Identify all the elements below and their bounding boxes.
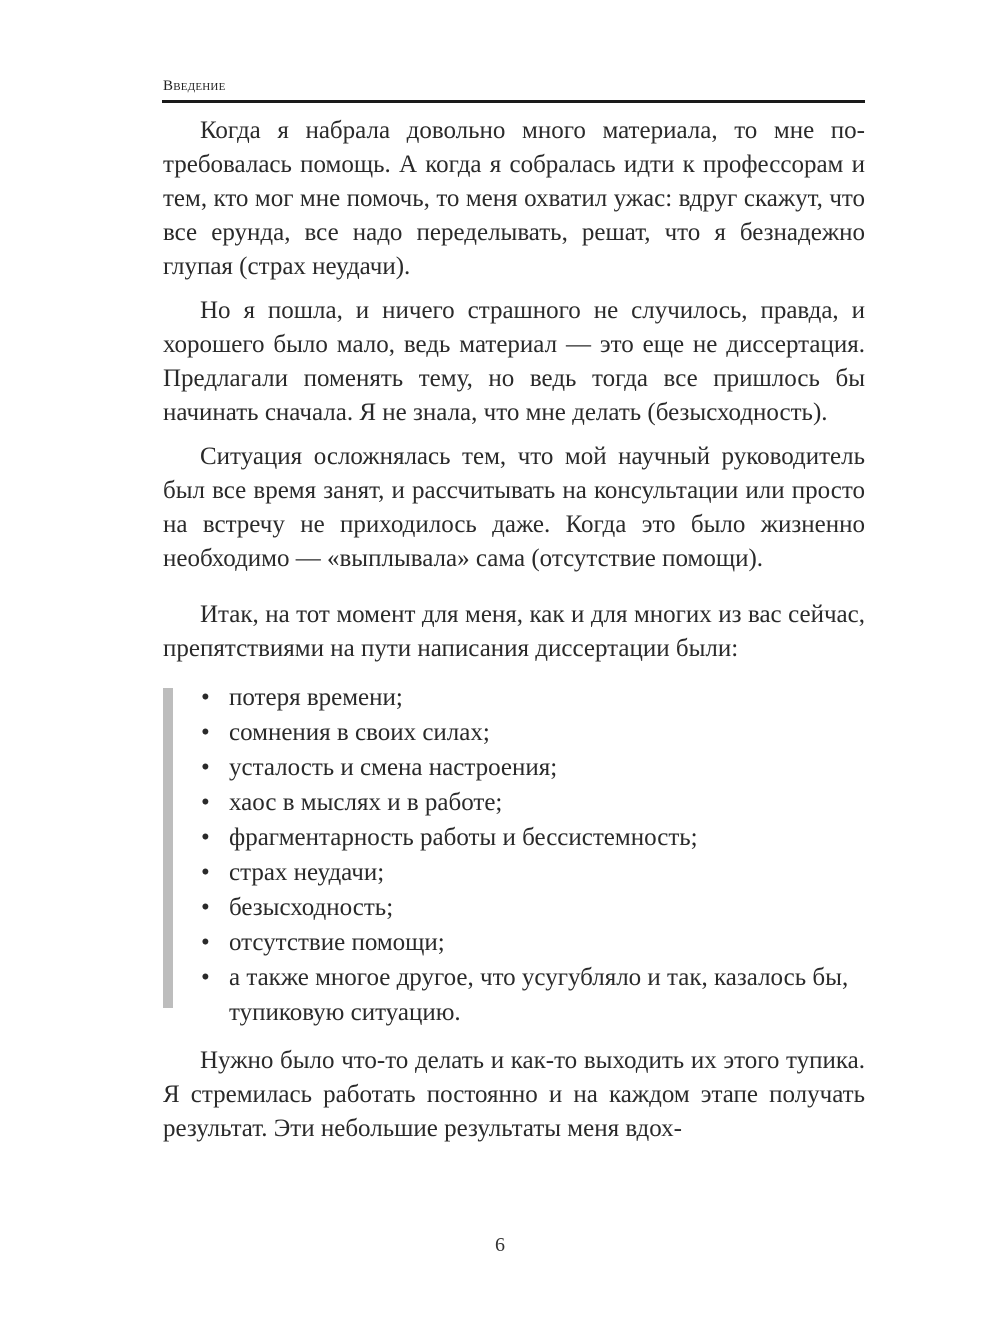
bullet-icon: • <box>201 684 210 711</box>
paragraph: Ситуация осложнялась тем, что мой научный руководитель был все время занят, и рассчитывать на консультации или просто на встречу не приходилось даже. Когда это было жизненно необходимо — «выплывала» сама (отсутствие помощи). <box>163 443 865 572</box>
list-item <box>201 785 865 820</box>
list-item-text: фрагментарность работы и бессистемность; <box>229 824 698 851</box>
bullet-icon: • <box>201 894 210 921</box>
obstacles-list <box>163 680 865 1030</box>
list-item-text: безысходность; <box>229 894 394 921</box>
bullet-icon: • <box>201 929 210 956</box>
bullet-icon: • <box>201 754 210 781</box>
paragraph: Когда я набрала довольно много материала, то мне потребовалась помощь. А когда я собралась идти к профессорам и тем, кто мог мне помочь, то меня охватил ужас: вдруг скажут, что все ерунда, все надо переделывать, решат, что я безнадежно глупая (страх неудачи). <box>163 117 865 280</box>
closing-paragraph: Нужно было что-то делать и как-то выходить их этого тупика. Я стремилась работать постоянно и на каждом этапе получать результат. Эти небольшие результаты меня вдох- <box>163 1047 865 1142</box>
list-item <box>201 750 865 785</box>
list-item-text: страх неудачи; <box>229 859 385 886</box>
running-head: Введение <box>163 78 226 94</box>
list-item <box>201 855 865 890</box>
header-rule <box>162 100 865 103</box>
paragraph: Итак, на тот момент для меня, как и для многих из вас сейчас, препятствиями на пути написания диссертации были: <box>163 601 865 662</box>
list-item <box>201 680 865 715</box>
list-item <box>201 890 865 925</box>
list-item <box>201 820 865 855</box>
list-item-text: хаос в мыслях и в работе; <box>229 789 503 816</box>
obstacles-list-block <box>163 680 865 1030</box>
bullet-icon: • <box>201 859 210 886</box>
paragraph: Но я пошла, и ничего страшного не случилось, правда, и хорошего было мало, ведь материал — это еще не диссертация. Предлагали поменять тему, но ведь тогда все пришлось бы начинать сначала. Я не знала, что мне делать (безысходность). <box>163 297 865 426</box>
list-item-text: отсутствие помощи; <box>229 929 445 956</box>
list-item-text: усталость и смена настроения; <box>229 754 558 781</box>
bullet-icon: • <box>201 789 210 816</box>
list-item-text: сомнения в своих силах; <box>229 719 490 746</box>
bullet-icon: • <box>201 964 210 991</box>
list-item <box>201 925 865 960</box>
bullet-icon: • <box>201 719 210 746</box>
list-item-text: а также многое другое, что усугубляло и так, казалось бы, тупиковую ситуацию. <box>229 964 849 1026</box>
body-text <box>163 114 865 1156</box>
list-side-bar <box>163 688 173 1008</box>
list-item <box>201 960 865 1030</box>
page-number: 6 <box>495 1234 505 1256</box>
list-item-text: потеря времени; <box>229 684 403 711</box>
list-item <box>201 715 865 750</box>
bullet-icon: • <box>201 824 210 851</box>
